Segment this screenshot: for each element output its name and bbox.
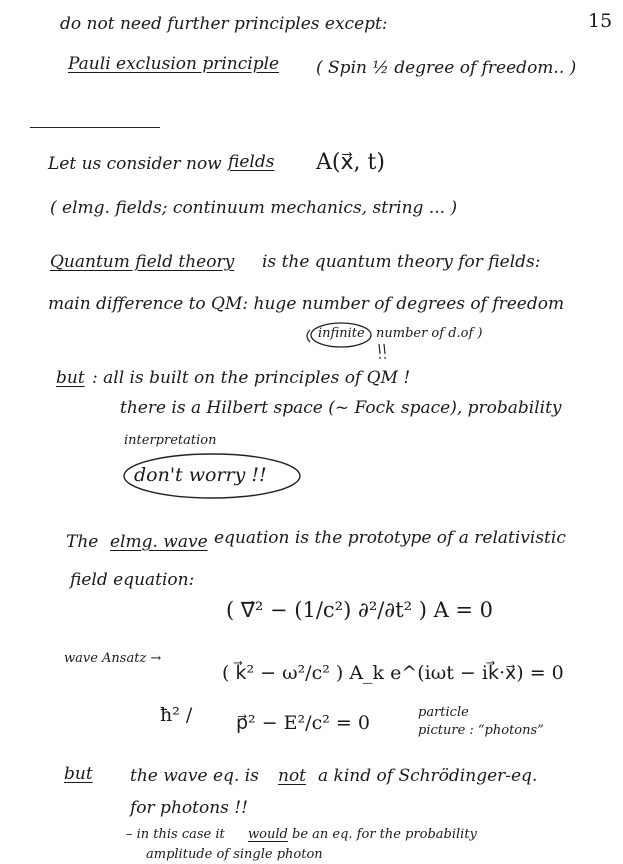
- exclaim-dot-1: [379, 357, 381, 359]
- pauli-principle: Pauli exclusion principle: [68, 54, 280, 74]
- qft-term: Quantum field theory: [50, 252, 235, 272]
- exclaim-dot-2: [384, 357, 386, 359]
- would-word: would: [248, 827, 288, 842]
- wave-eq-is: the wave eq. is: [130, 766, 259, 786]
- consider-fields-text: Let us consider now: [48, 154, 222, 174]
- photons-picture: picture : “photons”: [418, 723, 544, 738]
- probability-eq: be an eq. for the probability: [292, 827, 477, 842]
- wave-equation: ( ∇⃗² − (1/c²) ∂²/∂t² ) A = 0: [226, 598, 494, 622]
- spin-note: ( Spin ½ degree of freedom.. ): [316, 58, 577, 78]
- number-of-dof: number of d.of ): [376, 326, 483, 341]
- line-further-principles: do not need further principles except:: [60, 14, 388, 34]
- for-photons: for photons !!: [130, 798, 248, 818]
- ansatz-equation: ( k⃗² − ω²/c² ) A_k e^(iωt − ik⃗·x⃗) = 0: [222, 662, 564, 684]
- prototype-text: equation is the prototype of a relativistic: [214, 528, 566, 548]
- infinite-word: infinite: [318, 326, 365, 341]
- particle-word: particle: [418, 705, 469, 720]
- single-photon: amplitude of single photon: [146, 847, 323, 862]
- not-word: not: [278, 766, 307, 786]
- in-this-case: – in this case it: [126, 827, 225, 842]
- dont-worry: don't worry !!: [134, 464, 267, 486]
- field-examples: ( elmg. fields; continuum mechanics, string ... ): [50, 198, 458, 218]
- exclaim-mark-2: [384, 344, 385, 354]
- dont-worry-circle: [124, 454, 300, 498]
- built-on-qm: : all is built on the principles of QM !: [92, 368, 411, 388]
- field-equation-label: field equation:: [70, 570, 195, 590]
- fields-word: fields: [228, 152, 275, 172]
- main-difference: main difference to QM: huge number of degrees of freedom: [48, 294, 565, 314]
- energy-momentum: p⃗² − E²/c² = 0: [236, 712, 370, 734]
- elmg-wave: elmg. wave: [110, 532, 208, 552]
- hilbert-space: there is a Hilbert space (~ Fock space), probability: [120, 398, 562, 418]
- schroedinger-kind: a kind of Schrödinger-eq.: [318, 766, 538, 786]
- infinite-circle: [311, 323, 371, 347]
- but-label-2: but: [64, 764, 93, 784]
- field-symbol: A(x⃗, t): [316, 150, 385, 175]
- but-label-1: but: [56, 368, 85, 388]
- qft-definition: is the quantum theory for fields:: [262, 252, 541, 272]
- exclaim-mark-1: [379, 344, 380, 354]
- hbar-factor: ħ² /: [160, 704, 193, 726]
- the-word: The: [66, 532, 99, 552]
- interpretation: interpretation: [124, 433, 217, 448]
- page-number: 15: [588, 10, 613, 32]
- wave-ansatz: wave Ansatz →: [64, 651, 162, 666]
- open-paren: [307, 330, 310, 342]
